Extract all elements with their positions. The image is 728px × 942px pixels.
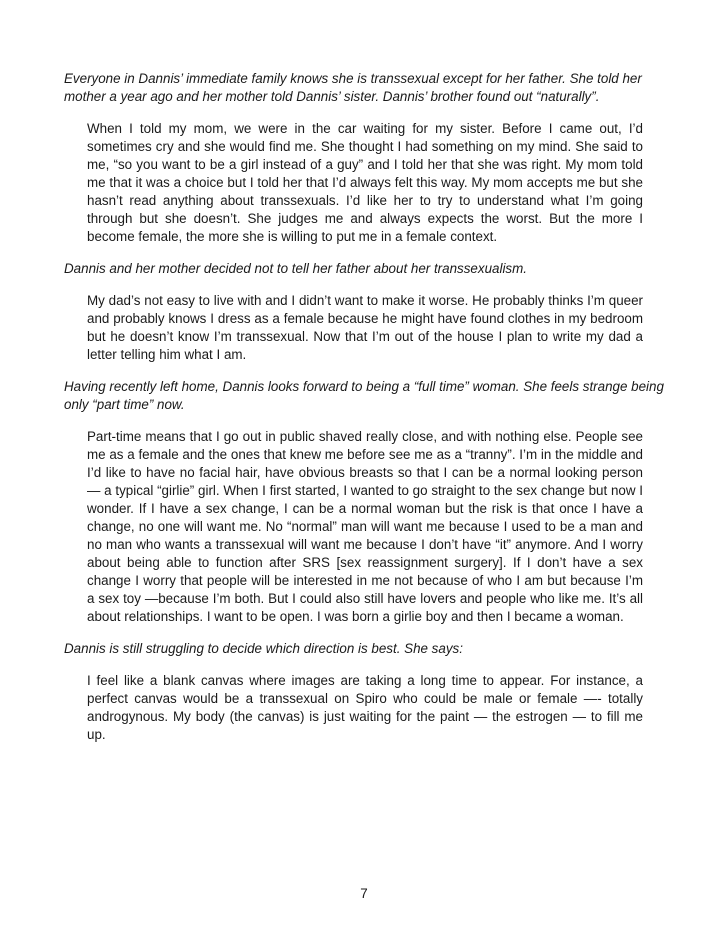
document-body xyxy=(64,70,664,758)
narrative-paragraph-full-time: Having recently left home, Dannis looks forward to being a “full time” woman. She feels strange being only “part time” now. xyxy=(64,379,664,412)
page-number: 7 xyxy=(360,886,368,901)
quote-paragraph-dad: My dad’s not easy to live with and I didn’t want to make it worse. He probably thinks I’m queer and probably knows I dress as a female because he might have found clothes in my bedroom but he doesn’t know I’m transsexual. Now that I’m out of the house I plan to write my dad a letter telling him what I am. xyxy=(87,293,643,362)
narrative-paragraph-father: Dannis and her mother decided not to tell her father about her transsexualism. xyxy=(64,261,527,276)
narrative-paragraph-direction: Dannis is still struggling to decide which direction is best. She says: xyxy=(64,641,463,656)
quote-paragraph-part-time: Part-time means that I go out in public shaved really close, and with nothing else. People see me as a female and the ones that knew me before see me as a “tranny”. I’m in the middle and I’d like to have no facial hair, have obvious breasts so that I can be a normal looking person — a typical “girlie” girl. When I first started, I wanted to go straight to the sex change but now I wonder. If I have a sex change, I can be a normal woman but the risk is that once I have a change, no one will want me. No “normal” man will want me because I used to be a man and no man who wants a transsexual will want me because I don’t have “it” anymore. And I worry about being able to function after SRS [sex reassignment surgery]. If I don’t have a sex change I worry that people will be interested in me not because of who I am but because I’m a sex toy —because I’m both. But I could also still have lovers and people who like me. It’s all about relationships. I want to be open. I was born a girlie boy and then I became a woman. xyxy=(87,429,643,624)
narrative-paragraph-family: Everyone in Dannis’ immediate family knows she is transsexual except for her father. She told her mother a year ago and her mother told Dannis’ sister. Dannis’ brother found out “naturally”. xyxy=(64,71,642,104)
quote-paragraph-coming-out: When I told my mom, we were in the car waiting for my sister. Before I came out, I’d sometimes cry and she would find me. She thought I had something on my mind. She said to me, “so you want to be a girl instead of a guy” and I told her that she was right. My mom told me that it was a choice but I told her that I’d always felt this way. My mom accepts me but she hasn’t read anything about transsexuals. I’d like her to try to understand what I’m going through but she doesn’t. She judges me and always expects the worst. But the more I become female, the more she is willing to put me in a female context. xyxy=(87,121,643,244)
quote-paragraph-canvas: I feel like a blank canvas where images are taking a long time to appear. For instance, a perfect canvas would be a transsexual on Spiro who could be male or female —- totally androgynous. My body (the canvas) is just waiting for the paint — the estrogen — to fill me up. xyxy=(87,673,643,742)
